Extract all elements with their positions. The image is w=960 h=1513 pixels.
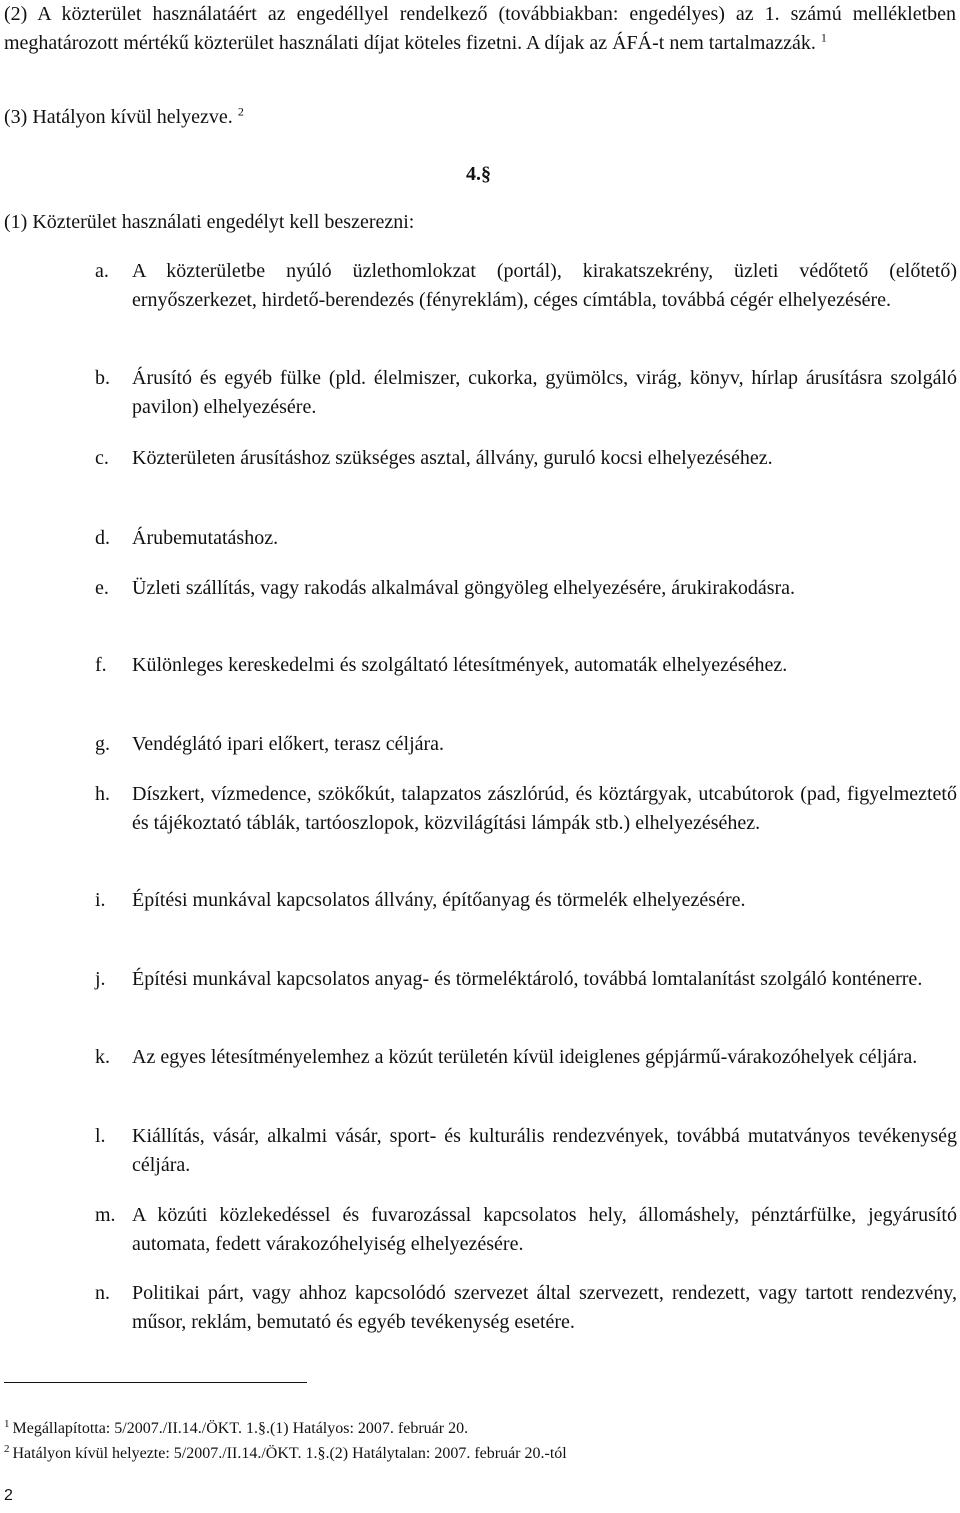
section-sign: § (481, 163, 491, 185)
paragraph-3-text: (3) Hatályon kívül helyezve. (4, 106, 233, 128)
list-letter: b. (95, 367, 110, 389)
list-text: Az egyes létesítményelemhez a közút területén kívül ideiglenes gépjármű-várakozóhelyek céljára. (132, 1046, 918, 1068)
list-item-g (95, 730, 957, 759)
footnote-number: 2 (4, 1442, 10, 1455)
list-item-h (95, 780, 957, 838)
section-number: 4. (466, 163, 481, 185)
list-letter: e. (95, 577, 109, 599)
list-item-k (95, 1043, 957, 1072)
list-text: A közterületbe nyúló üzlethomlokzat (portál), kirakatszekrény, üzleti védőtető (előtető) ernyőszerkezet, hirdető-berendezés (fényreklám), céges címtábla, továbbá cégér elhelyezésére. (132, 260, 957, 311)
list-item-j (95, 965, 957, 994)
list-letter: n. (95, 1282, 110, 1304)
paragraph-2-text: (2) A közterület használatáért az engedéllyel rendelkező (továbbiakban: engedélyes) az 1. számú mellékletben meghatározott mértékű közterület használati díjat köteles fizetni. A díjak az ÁFÁ-t nem tartalmazzák. (4, 3, 956, 54)
paragraph-2 (4, 0, 956, 58)
list-text: Építési munkával kapcsolatos anyag- és törmeléktároló, továbbá lomtalanítást szolgáló konténerre. (132, 968, 923, 990)
list-letter: f. (95, 654, 107, 676)
list-text: Építési munkával kapcsolatos állvány, építőanyag és törmelék elhelyezésére. (132, 889, 746, 911)
list-text: Üzleti szállítás, vagy rakodás alkalmával göngyöleg elhelyezésére, árukirakodásra. (132, 577, 796, 599)
list-item-b (95, 364, 957, 422)
list-item-c (95, 444, 957, 473)
footnote-number: 1 (4, 1417, 10, 1430)
list-letter: c. (95, 447, 109, 469)
list-item-m (95, 1201, 957, 1259)
paragraph-3 (4, 103, 956, 132)
list-letter: m. (95, 1204, 116, 1226)
list-item-d (95, 524, 957, 553)
list-letter: i. (95, 889, 106, 911)
list-text: Kiállítás, vásár, alkalmi vásár, sport- és kulturális rendezvények, továbbá mutatványos tevékenység céljára. (132, 1125, 957, 1176)
list-item-n (95, 1279, 957, 1337)
list-text: Különleges kereskedelmi és szolgáltató létesítmények, automaták elhelyezéséhez. (132, 654, 788, 676)
list-item-e (95, 574, 957, 603)
list-letter: g. (95, 733, 110, 755)
section-heading (466, 160, 491, 189)
paragraph-1-text: (1) Közterület használati engedélyt kell beszerezni: (4, 211, 415, 233)
list-text: A közúti közlekedéssel és fuvarozással kapcsolatos hely, állomáshely, pénztárfülke, jegyárusító automata, fedett várakozóhelyiség elhelyezésére. (132, 1204, 957, 1255)
list-letter: k. (95, 1046, 110, 1068)
footnote-text: Hatályon kívül helyezte: 5/2007./II.14./ÖKT. 1.§.(2) Hatálytalan: 2007. február 20.-tól (12, 1445, 567, 1462)
footnote-divider (4, 1382, 307, 1383)
list-text: Árusító és egyéb fülke (pld. élelmiszer, cukorka, gyümölcs, virág, könyv, hírlap árusításra szolgáló pavilon) elhelyezésére. (132, 367, 957, 418)
footnote-text: Megállapította: 5/2007./II.14./ÖKT. 1.§.(1) Hatályos: 2007. február 20. (12, 1420, 469, 1437)
footnote-1 (4, 1419, 468, 1439)
list-text: Díszkert, vízmedence, szökőkút, talapzatos zászlórúd, és köztárgyak, utcabútorok (pad, figyelmeztető és tájékoztató táblák, tartóoszlopok, közvilágítási lámpák stb.) elhelyezéséhez. (132, 783, 957, 834)
list-item-i (95, 886, 957, 915)
list-letter: l. (95, 1125, 106, 1147)
list-letter: j. (95, 968, 106, 990)
list-item-f (95, 651, 957, 680)
footnote-ref-1[interactable]: 1 (820, 30, 827, 45)
list-item-a (95, 257, 957, 315)
list-text: Politikai párt, vagy ahhoz kapcsolódó szervezet által szervezett, rendezett, vagy tartott rendezvény, műsor, reklám, bemutató és egyéb tevékenység esetére. (132, 1282, 957, 1333)
list-item-l (95, 1122, 957, 1180)
paragraph-1 (4, 208, 956, 237)
list-letter: d. (95, 527, 110, 549)
footnote-2 (4, 1444, 567, 1464)
list-letter: h. (95, 783, 110, 805)
list-letter: a. (95, 260, 109, 282)
list-text: Közterületen árusításhoz szükséges asztal, állvány, guruló kocsi elhelyezéséhez. (132, 447, 773, 469)
page-number: 2 (4, 1487, 13, 1504)
footnote-ref-2[interactable]: 2 (237, 104, 244, 119)
list-text: Árubemutatáshoz. (132, 527, 279, 549)
list-text: Vendéglátó ipari előkert, terasz céljára. (132, 733, 445, 755)
